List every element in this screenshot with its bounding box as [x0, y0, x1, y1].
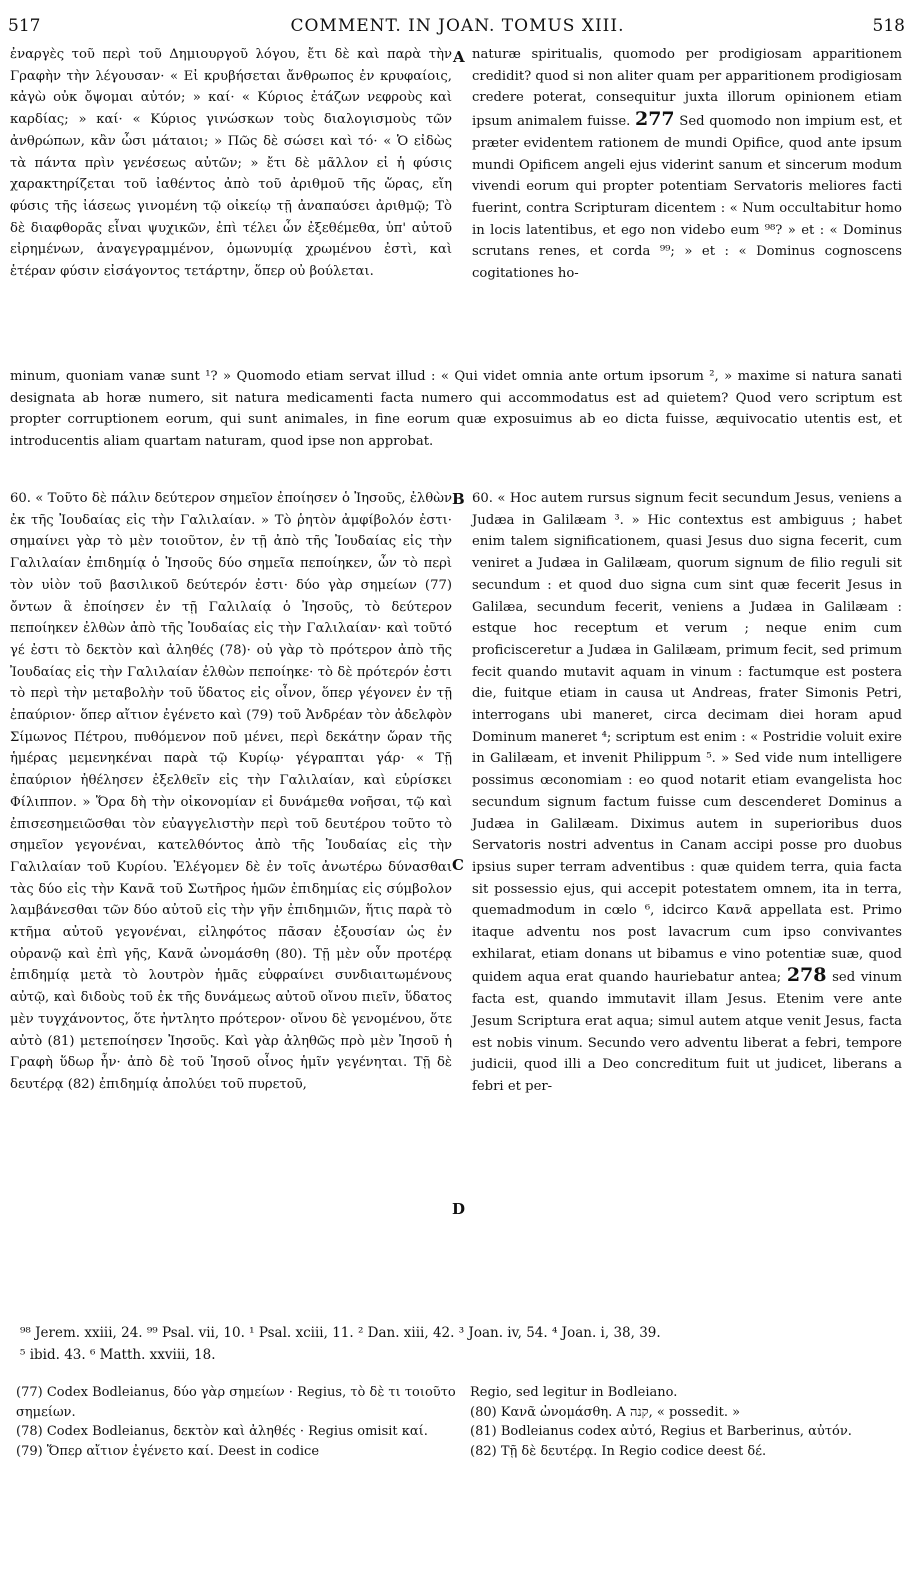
- footnote-line-2: ⁵ ibid. 43. ⁶ Matth. xxviii, 18.: [20, 1347, 216, 1363]
- latin-continuation: minum, quoniam vanæ sunt ¹? » Quomodo etiam servat illud : « Qui videt omnia ante ortum ipsorum ², » maxime si natura sanati designata ab horæ numero, sit natura medicamenti facta numero qui accommodatus est ad quietem? Quod vero scriptum est propter corruptionem eorum, qui sunt animales, in fine eorum quæ exposuimus ab eo dicta fuisse, æquivocatio utentis est, et introducentis aliam quartam naturam, quod ipse non approbat.: [10, 369, 902, 450]
- greek-column-top: [10, 44, 452, 364]
- margin-marker-d: D: [452, 1200, 466, 1218]
- greek-column-bottom: [10, 488, 452, 1314]
- critical-notes-right: [470, 1383, 910, 1461]
- latin-text-section-1: naturæ spiritualis, quomodo per prodigiosam apparitionem credidit? quod si non aliter quam per apparitionem prodigiosam credere poterat, consequitur juxta illorum opinionem etiam ipsum animalem fuisse. 277 Sed quomodo non impium est, et præter evidentem rationem de mundi Opifice, quod ante ipsum mundi Opificem angeli ejus viderint sanum et sincerum modum vivendi eorum qui propter potentiam Servatoris meliores facti fuerint, contra Scripturam dicentem : « Num occultabitur homo in locis latentibus, et ego non videbo eum ⁹⁸? » et : « Dominus scrutans renes, et corda ⁹⁹; » et : « Dominus cognoscens cogitationes ho-: [472, 47, 902, 282]
- note-80: (80) Κανᾶ ὠνομάσθη. A קנה, « possedit. »: [470, 1404, 741, 1420]
- note-79-continued: Regio, sed legitur in Bodleiano.: [470, 1385, 678, 1400]
- footnote-line-1: ⁹⁸ Jerem. xxiii, 24. ⁹⁹ Psal. vii, 10. ¹ Psal. xciii, 11. ² Dan. xiii, 42. ³ Joan. iv, 54. ⁴ Joan. i, 38, 39.: [20, 1325, 661, 1341]
- page-number-right: 518: [872, 16, 905, 36]
- margin-marker-a: A: [453, 48, 465, 66]
- column-number-277: 277: [634, 108, 675, 131]
- latin-full-width-continuation: [10, 366, 902, 484]
- note-77: (77) Codex Bodleianus, δύο γὰρ σημείων · Regius, τὸ δὲ τι τοιοῦτο σημείων.: [16, 1385, 456, 1420]
- column-number-278: 278: [786, 964, 827, 987]
- latin-column-bottom: [472, 488, 902, 1314]
- critical-notes-left: [16, 1383, 456, 1461]
- scripture-references: [20, 1322, 905, 1366]
- latin-column-top: [472, 44, 902, 364]
- latin-text-section-60: 60. « Hoc autem rursus signum fecit secundum Jesus, veniens a Judæa in Galilæam ³. » Hic contextus est ambiguus ; habet enim talem significationem, quasi Jesus duo signa fecerit, cum veniret a Judæa in Galilæam, quorum signum de filio reguli sit secundum : et quod duo signa cum sint quæ fecerit Jesus in Galilæa, secundum fecerit, veniens a Judæa in Galilæam : estque hoc receptum et verum ; neque enim cum proficisceretur a Judæa in Galilæam, primum fecit, sed primum fecit quando mutavit aquam in vinum : factumque est postera die, fuitque etiam in causa ut Andreas, frater Simonis Petri, interrogans ubi maneret, circa decimam diei horam apud Dominum maneret ⁴; scriptum est enim : « Postridie voluit exire in Galilæam, et invenit Philippum ⁵. » Sed vide num intelligere possimus œconomiam : eo quod notarit etiam evangelista hoc secundum signum factum fuisse cum descenderet Dominus a Judæa in Galilæam. Diximus autem in superioribus duos Servatoris nostri adventus in Canam accipi posse pro duobus ipsius super terram adventibus : quæ quidem terra, quia facta sit possessio ejus, qui accepit potestatem omnem, ita in terra, quemadmodum in cœlo ⁶, idcirco Κανᾶ appellata est. Primo itaque adventu nos post lavacrum cum ipso convivantes exhilarat, etiam donans ut bibamus e vino potentiæ suæ, quod quidem aqua erat quando hauriebatur antea; 278 sed vinum facta est, quando immutavit illam Jesus. Etenim vere ante Jesum Scriptura erat aqua; simul autem atque venit Jesus, facta est nobis vinum. Secundo vero adventu liberat a febri, tempore judicii, quod illi a Deo concreditum fuit ut judicet, liberans a febri et per-: [472, 491, 902, 1094]
- page-number-left: 517: [8, 16, 41, 36]
- greek-text-section-1: ἐναργὲς τοῦ περὶ τοῦ Δημιουργοῦ λόγου, ἔτι δὲ καὶ παρὰ τὴν Γραφὴν τὴν λέγουσαν· « Εἰ κρυβήσεται ἄνθρωπος ἐν κρυφαίοις, κἀγὼ οὐκ ὄψομαι αὐτόν; » καί· « Κύριος ἐτάζων νεφροὺς καὶ καρδίας; » καί· « Κύριος γινώσκων τοὺς διαλογισμοὺς τῶν ἀνθρώπων, κἂν ὦσι μάταιοι; » Πῶς δὲ σώσει καὶ τό· « Ὁ εἰδὼς τὰ πάντα πρὶν γενέσεως αὐτῶν; » ἔτι δὲ μᾶλλον εἰ ἡ φύσις χαρακτηρίζεται τοῦ ἰαθέντος ἀπὸ τοῦ ἀριθμοῦ τῆς ὥρας, εἴη φύσις τῆς ἰάσεως γινομένη τῷ οἰκείῳ τῇ ἀναπαύσει ἀριθμῷ; Τὸ δὲ διαφθορᾶς εἶναι ψυχικῶν, ἐπὶ τέλει ὧν ἐξεθέμεθα, ὑπ' αὐτοῦ εἰρημένων, ἀναγεγραμμένον, ὁμωνυμίᾳ χρωμένου ἐστὶ, καὶ ἑτέραν φύσιν εἰσάγοντος τετάρτην, ὅπερ οὐ βούλεται.: [10, 47, 452, 280]
- note-81: (81) Bodleianus codex αὐτό, Regius et Barberinus, αὐτόν.: [470, 1424, 852, 1439]
- running-header: [0, 16, 915, 38]
- note-79: (79) Ὅπερ αἴτιον ἐγένετο καί. Deest in codice: [16, 1443, 320, 1459]
- margin-marker-b: B: [452, 490, 465, 508]
- note-82: (82) Τῇ δὲ δευτέρᾳ. In Regio codice deest δέ.: [470, 1443, 767, 1459]
- margin-marker-c: C: [452, 856, 464, 874]
- greek-text-section-60: 60. « Τοῦτο δὲ πάλιν δεύτερον σημεῖον ἐποίησεν ὁ Ἰησοῦς, ἐλθὼν ἐκ τῆς Ἰουδαίας εἰς τὴν Γαλιλαίαν. » Τὸ ῥητὸν ἀμφίβολόν ἐστι· σημαίνει γὰρ τὸ μὲν τοιοῦτον, ἐν τῇ ἀπὸ τῆς Ἰουδαίας εἰς τὴν Γαλιλαίαν ἐπιδημίᾳ ὁ Ἰησοῦς δύο σημεῖα πεποίηκεν, ὧν τὸ περὶ τὸν υἱὸν τοῦ βασιλικοῦ δεύτερόν ἐστι· δύο γὰρ σημείων (77) ὄντων ἃ ἐποίησεν ἐν τῇ Γαλιλαίᾳ ὁ Ἰησοῦς, τὸ δεύτερον πεποίηκεν ἐλθὼν ἀπὸ τῆς Ἰουδαίας εἰς τὴν Γαλιλαίαν· καὶ τοῦτό γέ ἐστι τὸ δεκτὸν καὶ ἀληθές (78)· οὐ γὰρ τὸ πρότερον ἀπὸ τῆς Ἰουδαίας εἰς τὴν Γαλιλαίαν ἐλθὼν πεποίηκε· τὸ δὲ πρότερόν ἐστι τὸ περὶ τὴν μεταβολὴν τοῦ ὕδατος εἰς οἶνον, ὅπερ γέγονεν ἐν τῇ ἐπαύριον· ὅπερ αἴτιον ἐγένετο καὶ (79) τοῦ Ἀνδρέαν τὸν ἀδελφὸν Σίμωνος Πέτρου, πυθόμενον ποῦ μένει, περὶ δεκάτην ὥραν τῆς ἡμέρας μεμενηκέναι παρὰ τῷ Κυρίῳ· γέγραπται γάρ· « Τῇ ἐπαύριον ἠθέλησεν ἐξελθεῖν εἰς τὴν Γαλιλαίαν, καὶ εὑρίσκει Φίλιππον. » Ὅρα δὴ τὴν οἰκονομίαν εἰ δυνάμεθα νοῆσαι, τῷ καὶ ἐπισεσημειῶσθαι τὸν εὐαγγελιστὴν περὶ τοῦ δευτέρου τοῦτο τὸ σημεῖον γεγονέναι, κατελθόντος ἀπὸ τῆς Ἰουδαίας εἰς τὴν Γαλιλαίαν τοῦ Κυρίου. Ἐλέγομεν δὲ ἐν τοῖς ἀνωτέρω δύνασθαι τὰς δύο εἰς τὴν Κανᾶ τοῦ Σωτῆρος ἡμῶν ἐπιδημίας εἰς σύμβολον λαμβάνεσθαι τῶν δύο αὐτοῦ εἰς τὴν γῆν ἐπιδημιῶν, ἥτις παρὰ τὸ κτῆμα αὐτοῦ γεγονέναι, εἰληφότος πᾶσαν ἐξουσίαν ὡς ἐν οὐρανῷ καὶ ἐπὶ γῆς, Κανᾶ ὠνομάσθη (80). Τῇ μὲν οὖν προτέρᾳ ἐπιδημίᾳ μετὰ τὸ λουτρὸν ἡμᾶς εὐφραίνει συνδιαιτωμένους αὐτῷ, καὶ διδοὺς τοῦ ἐκ τῆς δυνάμεως αὐτοῦ οἴνου πιεῖν, ὕδατος μὲν τυγχάνοντος, ὅτε ἠντλητο πρότερον· οἴνου δὲ γενομένου, ὅτε αὐτὸ (81) μετεποίησεν Ἰησοῦς. Καὶ γὰρ ἀληθῶς πρὸ μὲν Ἰησοῦ ἡ Γραφὴ ὕδωρ ἦν· ἀπὸ δὲ τοῦ Ἰησοῦ οἶνος ἡμῖν γεγένηται. Τῇ δὲ δευτέρᾳ (82) ἐπιδημίᾳ ἀπολύει τοῦ πυρετοῦ,: [10, 491, 452, 1092]
- running-title: COMMENT. IN JOAN. TOMUS XIII.: [290, 16, 625, 36]
- note-78: (78) Codex Bodleianus, δεκτὸν καὶ ἀληθές · Regius omisit καί.: [16, 1424, 428, 1439]
